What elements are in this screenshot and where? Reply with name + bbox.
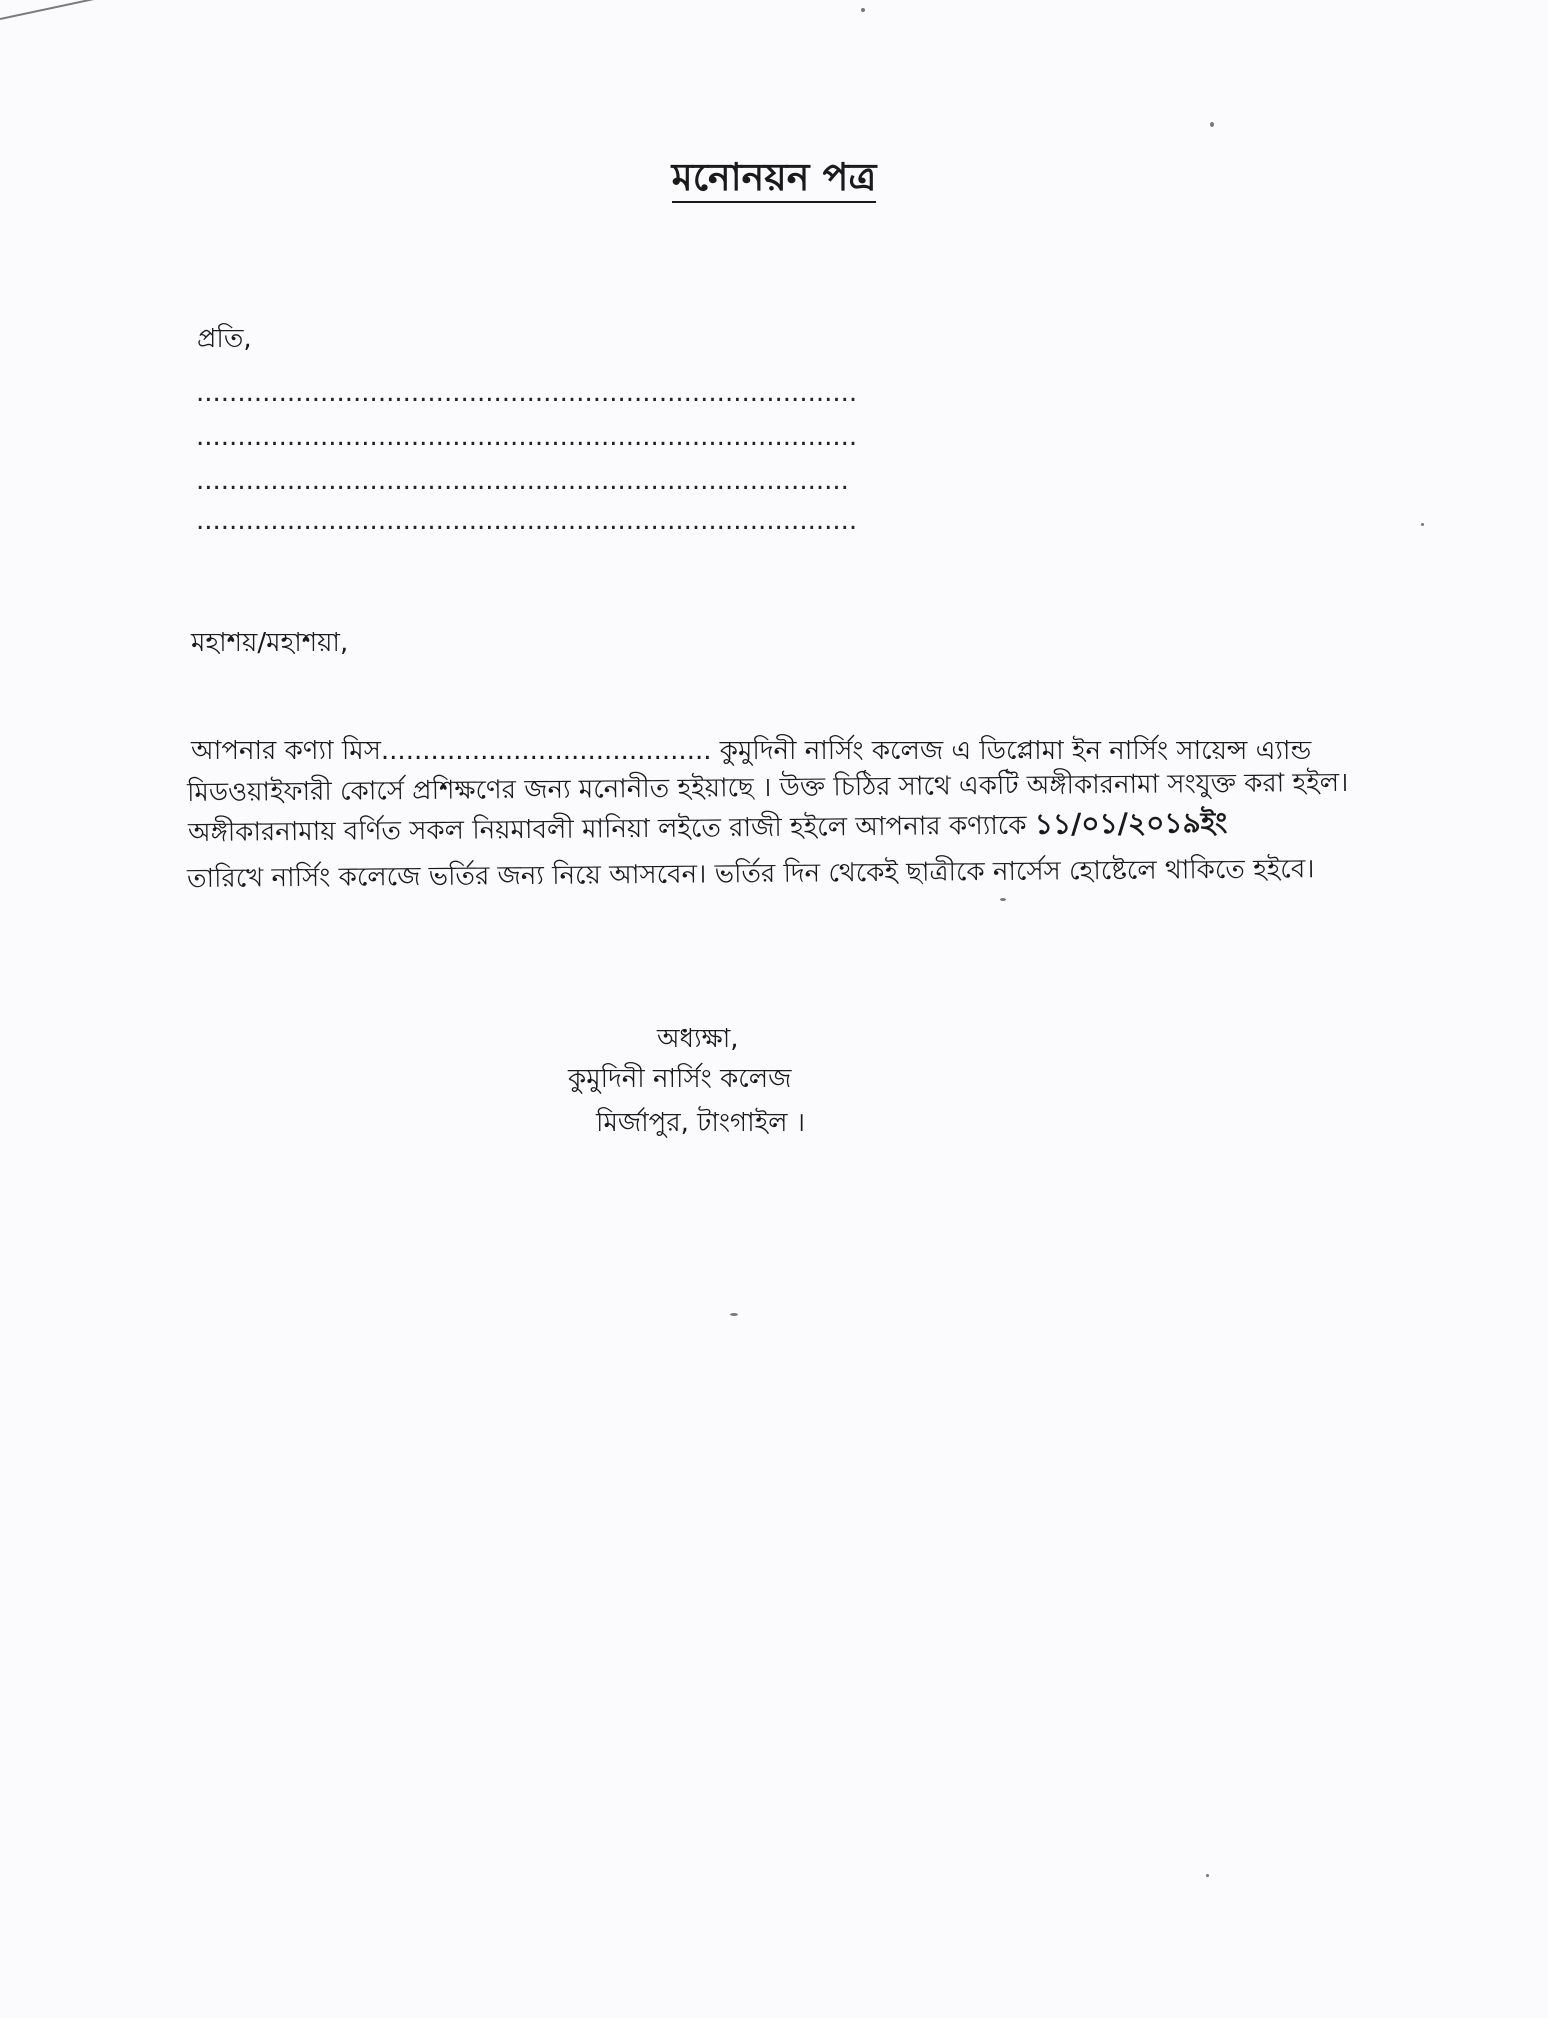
salutation: মহাশয়/মহাশয়া, bbox=[191, 628, 349, 658]
scan-speck bbox=[730, 1313, 738, 1316]
scan-speck bbox=[1000, 898, 1006, 901]
admission-date: ১১/০১/২০১৯ইং bbox=[1034, 805, 1228, 841]
recipient-label: প্রতি, bbox=[197, 324, 252, 354]
scan-speck bbox=[1206, 1874, 1209, 1877]
body-line-4: তারিখে নার্সিং কলেজে ভর্তির জন্য নিয়ে আসবেন। ভর্তির দিন থেকেই ছাত্রীকে নার্সেস হোষ্টেলে থাকিতে হইবে। bbox=[186, 854, 1315, 894]
scan-speck bbox=[1421, 523, 1424, 526]
document-title bbox=[0, 148, 1548, 212]
body-line-1: আপনার কণ্যা মিস........................................ কুমুদিনী নার্সিং কলেজ এ ডিপ্লোমা ইন নার্সিং সায়েন্স এ্যান্ড bbox=[191, 736, 1312, 766]
scan-speck bbox=[1210, 122, 1214, 127]
recipient-address-line-3: ............................................................................... bbox=[196, 466, 849, 496]
signatory-title: অধ্যক্ষা, bbox=[657, 1024, 739, 1054]
recipient-address-line-1: ................................................................................ bbox=[196, 378, 858, 408]
signatory-location: মির্জাপুর, টাংগাইল । bbox=[596, 1108, 806, 1138]
recipient-address-line-4: ................................................................................ bbox=[196, 506, 858, 536]
body-line-3-text: অঙ্গীকারনামায় বর্ণিত সকল নিয়মাবলী মানিয়া লইতে রাজী হইলে আপনার কণ্যাকে bbox=[187, 810, 1035, 848]
body-line-3 bbox=[188, 806, 1228, 850]
scan-artifact-line bbox=[0, 0, 127, 20]
recipient-address-line-2: ................................................................................ bbox=[196, 422, 858, 452]
scan-speck bbox=[861, 8, 865, 12]
signatory-institution: কুমুদিনী নার্সিং কলেজ bbox=[568, 1064, 792, 1094]
document-title-text: মনোনয়ন পত্র bbox=[672, 155, 877, 203]
body-line-2: মিডওয়াইফারী কোর্সে প্রশিক্ষণের জন্য মনোনীত হইয়াছে । উক্ত চিঠির সাথে একটি অঙ্গীকারনামা সংযুক্ত করা হইল। bbox=[186, 767, 1349, 808]
